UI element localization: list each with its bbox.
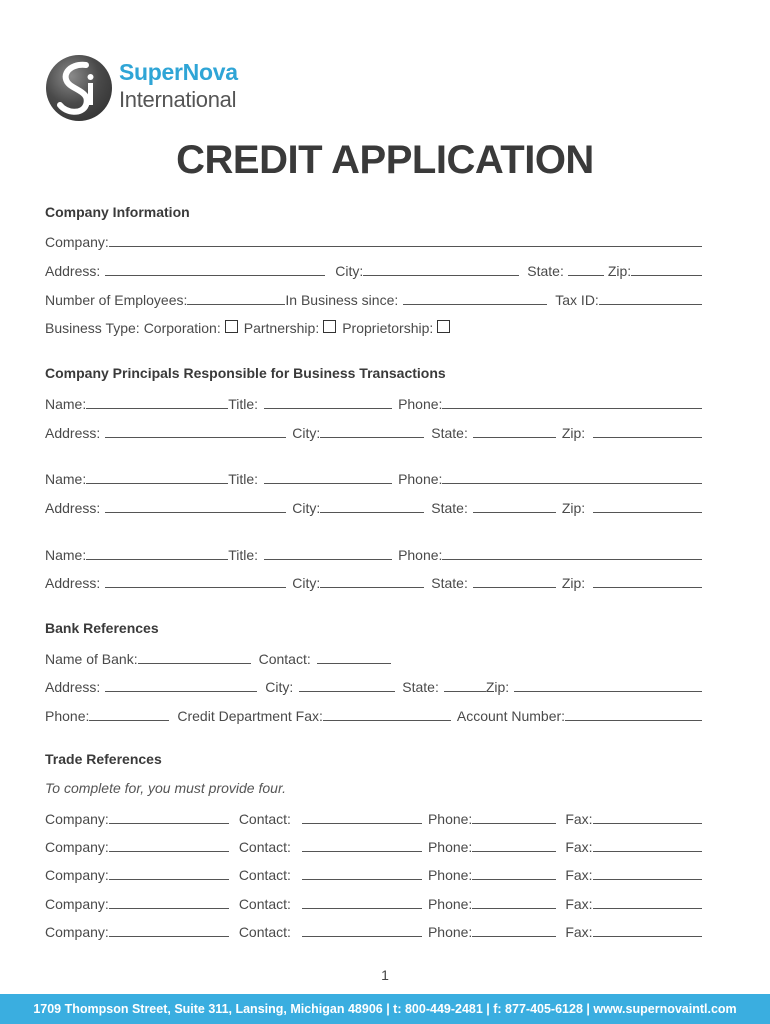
phone-label: Phone:	[398, 547, 443, 563]
company-row	[45, 230, 702, 250]
trade-phone-field[interactable]	[472, 823, 556, 824]
state-label: State:	[431, 575, 468, 591]
city-label: City:	[335, 263, 364, 279]
trade-contact-label: Contact:	[238, 867, 291, 883]
principal-3-name-row	[45, 543, 702, 563]
corporation-label: Corporation:	[143, 320, 221, 336]
principal-address-field[interactable]	[105, 587, 286, 588]
trade-contact-field[interactable]	[302, 851, 422, 852]
name-label: Name:	[45, 471, 87, 487]
principal-2-name-row	[45, 467, 702, 487]
principal-state-field[interactable]	[473, 512, 556, 513]
employees-field[interactable]	[187, 304, 285, 305]
principal-1-name-row	[45, 392, 702, 412]
trade-contact-label: Contact:	[238, 896, 291, 912]
principal-state-field[interactable]	[473, 587, 556, 588]
bank-city-field[interactable]	[299, 691, 395, 692]
trade-phone-field[interactable]	[472, 936, 556, 937]
trade-fax-label: Fax:	[565, 896, 593, 912]
company-field[interactable]	[109, 246, 702, 247]
title-label: Title:	[228, 396, 259, 412]
trade-contact-field[interactable]	[302, 879, 422, 880]
principal-city-field[interactable]	[320, 512, 424, 513]
company-info-heading: Company Information	[45, 204, 190, 220]
bank-zip-field[interactable]	[514, 691, 702, 692]
account-number-label: Account Number:	[456, 708, 566, 724]
trade-phone-field[interactable]	[472, 851, 556, 852]
bank-name-row	[45, 647, 702, 667]
corporation-checkbox[interactable]	[225, 320, 238, 333]
bank-phone-row	[45, 704, 702, 724]
zip-label: Zip:	[561, 575, 586, 591]
trade-phone-label: Phone:	[427, 839, 473, 855]
principal-2-address-row	[45, 496, 702, 516]
principal-address-field[interactable]	[105, 512, 286, 513]
footer-contact-text: 1709 Thompson Street, Suite 311, Lansing, Michigan 48906 | t: 800-449-2481 | f: 877-405-6128 | www.supernovaintl.com	[33, 1002, 737, 1016]
trade-company-label: Company:	[45, 811, 109, 827]
trade-phone-field[interactable]	[472, 879, 556, 880]
partnership-label: Partnership:	[243, 320, 320, 336]
principal-phone-field[interactable]	[442, 483, 702, 484]
principal-city-field[interactable]	[320, 587, 424, 588]
address-field[interactable]	[105, 275, 325, 276]
principal-city-field[interactable]	[320, 437, 424, 438]
trade-company-field[interactable]	[109, 823, 229, 824]
principal-zip-field[interactable]	[593, 512, 702, 513]
principal-zip-field[interactable]	[593, 437, 702, 438]
city-field[interactable]	[363, 275, 519, 276]
trade-fax-field[interactable]	[593, 879, 702, 880]
brand-subtitle: International	[119, 87, 237, 112]
proprietorship-checkbox[interactable]	[437, 320, 450, 333]
title-label: Title:	[228, 547, 259, 563]
employees-label: Number of Employees:	[45, 292, 188, 308]
trade-contact-field[interactable]	[302, 823, 422, 824]
page-title: CREDIT APPLICATION	[176, 138, 594, 182]
trade-phone-label: Phone:	[427, 896, 473, 912]
state-label: State:	[527, 263, 564, 279]
principal-state-field[interactable]	[473, 437, 556, 438]
city-label: City:	[292, 575, 321, 591]
address-label: Address:	[45, 425, 101, 441]
trade-fax-field[interactable]	[593, 851, 702, 852]
company-label: Company:	[45, 234, 109, 250]
zip-label: Zip:	[607, 263, 632, 279]
trade-fax-field[interactable]	[593, 936, 702, 937]
trade-company-label: Company:	[45, 924, 109, 940]
bank-references-heading: Bank References	[45, 620, 159, 636]
trade-phone-field[interactable]	[472, 908, 556, 909]
state-label: State:	[431, 425, 468, 441]
supernova-logo-icon	[46, 55, 112, 121]
title-label: Title:	[228, 471, 259, 487]
bank-address-field[interactable]	[105, 691, 257, 692]
phone-label: Phone:	[398, 471, 443, 487]
brand-logo	[46, 55, 246, 125]
trade-company-field[interactable]	[109, 879, 229, 880]
business-type-row	[45, 316, 702, 336]
bank-phone-label: Phone:	[45, 708, 90, 724]
trade-contact-label: Contact:	[238, 839, 291, 855]
bank-contact-field[interactable]	[317, 663, 391, 664]
principal-zip-field[interactable]	[593, 587, 702, 588]
bank-zip-label: Zip:	[485, 679, 510, 695]
principal-phone-field[interactable]	[442, 559, 702, 560]
principal-phone-field[interactable]	[442, 408, 702, 409]
trade-fax-label: Fax:	[565, 867, 593, 883]
brand-name: SuperNova	[119, 59, 238, 85]
name-label: Name:	[45, 547, 87, 563]
business-type-label: Business Type:	[45, 320, 140, 336]
zip-field[interactable]	[631, 275, 702, 276]
bank-name-field[interactable]	[138, 663, 251, 664]
trade-phone-label: Phone:	[427, 811, 473, 827]
tax-id-label: Tax ID:	[555, 292, 599, 308]
in-business-since-label: In Business since:	[285, 292, 399, 308]
principal-title-field[interactable]	[264, 559, 392, 560]
trade-company-field[interactable]	[109, 908, 229, 909]
trade-reference-row	[45, 920, 702, 940]
trade-fax-label: Fax:	[565, 811, 593, 827]
footer-contact-bar	[0, 994, 770, 1024]
zip-label: Zip:	[561, 425, 586, 441]
city-label: City:	[292, 425, 321, 441]
trade-reference-row	[45, 863, 702, 883]
trade-references-note: To complete for, you must provide four.	[45, 780, 286, 796]
principal-name-field[interactable]	[86, 408, 228, 409]
trade-fax-label: Fax:	[565, 839, 593, 855]
trade-contact-field[interactable]	[302, 908, 422, 909]
proprietorship-label: Proprietorship:	[342, 320, 434, 336]
company-address-row	[45, 259, 702, 279]
principals-heading: Company Principals Responsible for Business Transactions	[45, 365, 446, 381]
trade-company-label: Company:	[45, 867, 109, 883]
principal-address-field[interactable]	[105, 437, 286, 438]
principal-1-address-row	[45, 421, 702, 441]
state-field[interactable]	[568, 275, 604, 276]
trade-references-heading: Trade References	[45, 751, 162, 767]
trade-reference-row	[45, 835, 702, 855]
trade-reference-row	[45, 807, 702, 827]
principal-title-field[interactable]	[264, 408, 392, 409]
trade-phone-label: Phone:	[427, 867, 473, 883]
trade-company-field[interactable]	[109, 851, 229, 852]
trade-fax-field[interactable]	[593, 823, 702, 824]
credit-dept-fax-field[interactable]	[323, 720, 451, 721]
page-number: 1	[381, 967, 389, 983]
in-business-since-field[interactable]	[403, 304, 547, 305]
trade-reference-row	[45, 892, 702, 912]
address-label: Address:	[45, 575, 101, 591]
trade-company-label: Company:	[45, 896, 109, 912]
trade-company-label: Company:	[45, 839, 109, 855]
city-label: City:	[292, 500, 321, 516]
trade-company-field[interactable]	[109, 936, 229, 937]
phone-label: Phone:	[398, 396, 443, 412]
bank-phone-field[interactable]	[89, 720, 169, 721]
bank-state-field[interactable]	[444, 691, 486, 692]
principal-name-field[interactable]	[86, 483, 228, 484]
name-label: Name:	[45, 396, 87, 412]
principal-3-address-row	[45, 571, 702, 591]
principal-title-field[interactable]	[264, 483, 392, 484]
trade-contact-field[interactable]	[302, 936, 422, 937]
trade-phone-label: Phone:	[427, 924, 473, 940]
address-label: Address:	[45, 263, 101, 279]
partnership-checkbox[interactable]	[323, 320, 336, 333]
principal-name-field[interactable]	[86, 559, 228, 560]
trade-contact-label: Contact:	[238, 924, 291, 940]
address-label: Address:	[45, 500, 101, 516]
trade-fax-field[interactable]	[593, 908, 702, 909]
bank-address-row	[45, 675, 702, 695]
zip-label: Zip:	[561, 500, 586, 516]
bank-name-label: Name of Bank:	[45, 651, 138, 667]
bank-contact-label: Contact:	[258, 651, 311, 667]
account-number-field[interactable]	[565, 720, 702, 721]
bank-state-label: State:	[402, 679, 439, 695]
bank-address-label: Address:	[45, 679, 101, 695]
trade-contact-label: Contact:	[238, 811, 291, 827]
trade-fax-label: Fax:	[565, 924, 593, 940]
tax-id-field[interactable]	[599, 304, 702, 305]
company-details-row	[45, 288, 702, 308]
bank-city-label: City:	[265, 679, 294, 695]
state-label: State:	[431, 500, 468, 516]
credit-dept-fax-label: Credit Department Fax:	[177, 708, 323, 724]
